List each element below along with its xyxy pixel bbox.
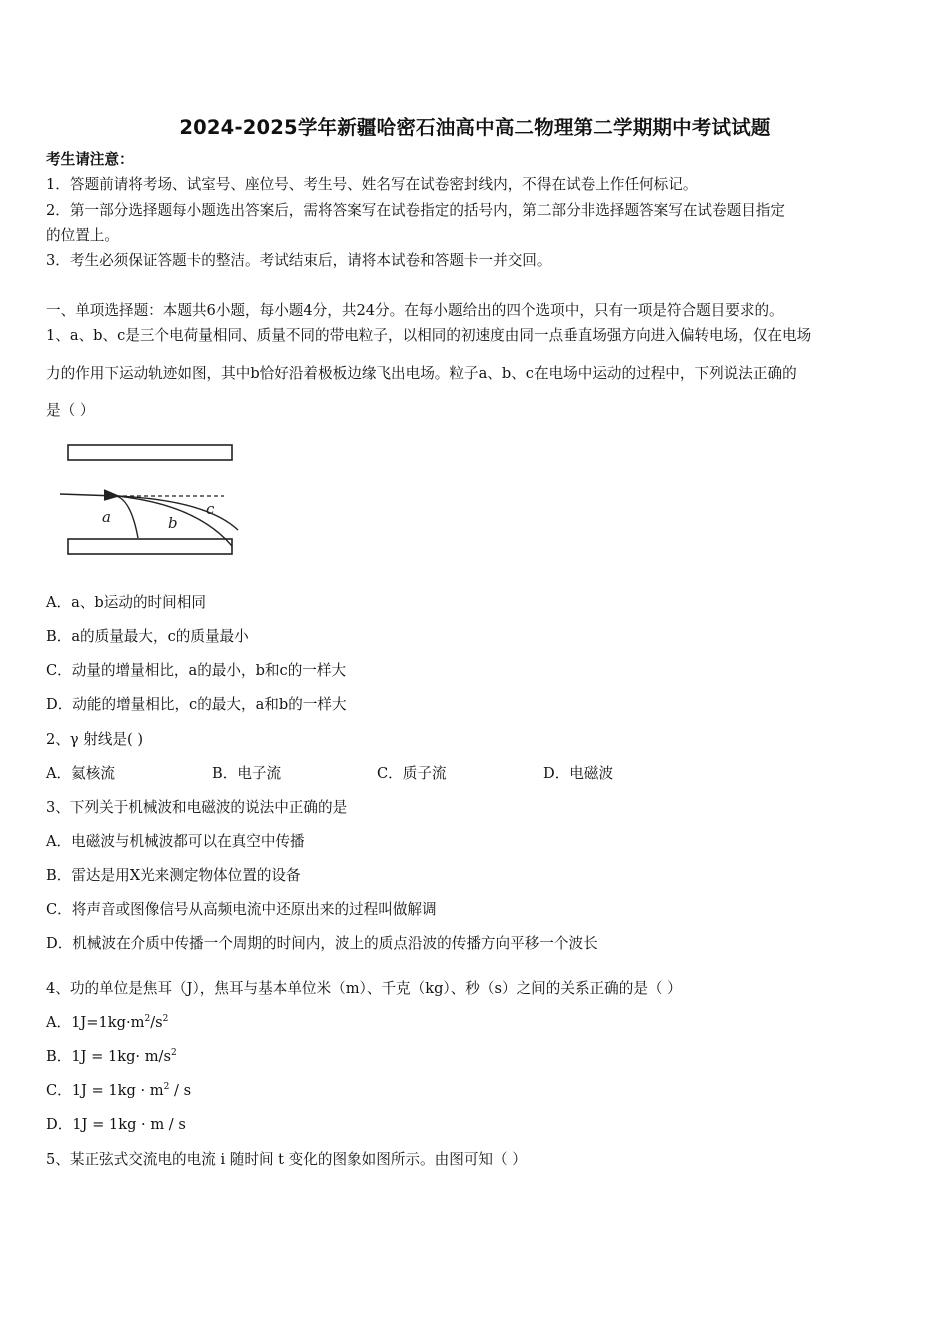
q4-option-a — [46, 1013, 908, 1033]
q2-option-c: C．质子流 — [377, 765, 447, 782]
q4-stem: 4、功的单位是焦耳（J），焦耳与基本单位米（m）、千克（kg）、秒（s）之间的关系正确的是（ ） — [46, 980, 682, 997]
q4-a-mid: /s — [150, 1014, 163, 1031]
lower-plate — [68, 539, 232, 554]
q1-stem-line-2: 力的作用下运动轨迹如图，其中b恰好沿着极板边缘飞出电场。粒子a、b、c在电场中运动的过程中，下列说法正确的 — [46, 365, 797, 382]
notice-heading: 考生请注意： — [46, 151, 134, 168]
q2-stem: 2、γ 射线是( ) — [46, 731, 144, 748]
q3-option-a: A．电磁波与机械波都可以在真空中传播 — [46, 833, 305, 850]
q1-option-d: D．动能的增量相比，c的最大，a和b的一样大 — [46, 696, 347, 713]
q3-option-b: B．雷达是用X光来测定物体位置的设备 — [46, 867, 301, 884]
q4-option-d: D．1J = 1kg · m / s — [46, 1116, 186, 1133]
q1-trajectory-figure — [56, 438, 246, 568]
notice-item-2-cont: 的位置上。 — [46, 227, 119, 244]
q3-stem: 3、下列关于机械波和电磁波的说法中正确的是 — [46, 799, 348, 816]
trajectory-a — [116, 496, 138, 538]
notice-item-1: 1．答题前请将考场、试室号、座位号、考生号、姓名写在试卷密封线内，不得在试卷上作任何标记。 — [46, 176, 698, 193]
section-1-header: 一、单项选择题：本题共6小题，每小题4分，共24分。在每小题给出的四个选项中，只有一项是符合题目要求的。 — [46, 302, 784, 319]
q1-stem-line-3: 是（ ） — [46, 402, 95, 419]
velocity-arrow — [104, 490, 118, 500]
page-title: 2024-2025学年新疆哈密石油高中高二物理第二学期期中考试试题 — [179, 116, 771, 139]
notice-item-3: 3．考生必须保证答题卡的整洁。考试结束后，请将本试卷和答题卡一并交回。 — [46, 252, 552, 269]
q2-option-a: A．氦核流 — [46, 765, 115, 782]
notice-item-2: 2．第一部分选择题每小题选出答案后，需将答案写在试卷指定的括号内，第二部分非选择题答案写在试卷题目指定 — [46, 202, 785, 219]
q1-option-b: B．a的质量最大，c的质量最小 — [46, 628, 249, 645]
q1-option-c: C．动量的增量相比，a的最小，b和c的一样大 — [46, 662, 347, 679]
label-a: a — [102, 508, 111, 526]
q4-a-sup1: 2 — [144, 1014, 151, 1025]
q4-option-b — [46, 1047, 908, 1067]
q4-c-post: / s — [169, 1082, 192, 1099]
q2-option-b: B．电子流 — [212, 765, 282, 782]
q5-stem: 5、某正弦式交流电的电流 i 随时间 t 变化的图象如图所示。由图可知（ ） — [46, 1151, 527, 1168]
q3-option-d: D．机械波在介质中传播一个周期的时间内，波上的质点沿波的传播方向平移一个波长 — [46, 935, 598, 952]
q4-c-sup: 2 — [163, 1082, 170, 1093]
q1-option-a: A．a、b运动的时间相同 — [46, 594, 206, 611]
upper-plate — [68, 445, 232, 460]
q3-option-c: C．将声音或图像信号从高频电流中还原出来的过程叫做解调 — [46, 901, 437, 918]
q2-option-d: D．电磁波 — [543, 765, 614, 782]
label-c: c — [206, 500, 215, 518]
q4-b-pre: B．1J = 1kg· m/s — [46, 1048, 171, 1065]
q4-b-sup: 2 — [170, 1048, 177, 1059]
q4-option-c — [46, 1081, 908, 1101]
q1-stem-line-1: 1、a、b、c是三个电荷量相同、质量不同的带电粒子，以相同的初速度由同一点垂直场强方向进入偏转电场，仅在电场 — [46, 327, 812, 344]
q4-a-pre: A．1J=1kg·m — [46, 1014, 145, 1031]
q4-c-pre: C．1J = 1kg · m — [46, 1082, 164, 1099]
label-b: b — [168, 514, 178, 532]
q4-a-sup2: 2 — [162, 1014, 169, 1025]
